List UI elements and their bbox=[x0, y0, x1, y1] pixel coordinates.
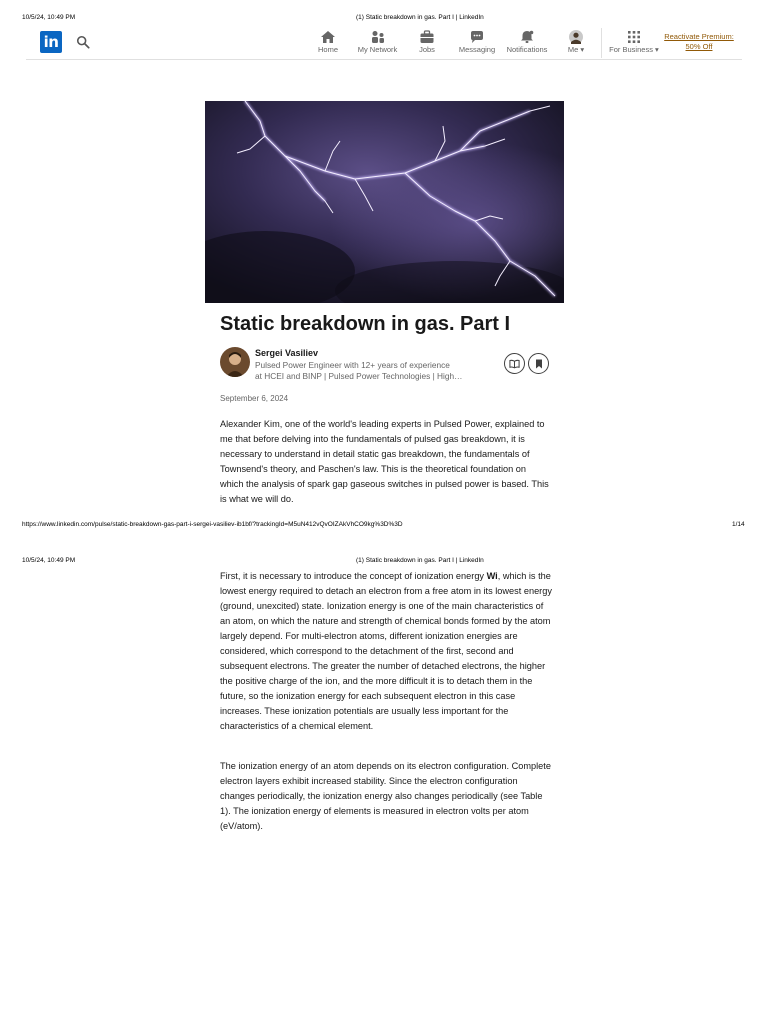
nav-for-business[interactable] bbox=[609, 30, 659, 54]
nav-for-business-text: For Business bbox=[609, 45, 653, 54]
article-title: Static breakdown in gas. Part I bbox=[220, 313, 511, 335]
paragraph-2-text-b: , which is the lowest energy required to detach an electron from a free atom in its lowest energy (ground, unexcited) state. Ionization energy is one of the main characteristics of an atom, on which the nature and strength of chemical bonds formed by the atom largely depend. For multi-electron atoms, different ionization energies are considered, which correspond to the detachment of the first, second and subsequent electrons. The greater the number of detached electrons, the higher the positive charge of the ion, and the more difficult it is to detach them in the future, so the ionization energy for each subsequent electron in this case increases. These ionization potentials are usually less important for the characteristics of a chemical element. bbox=[220, 571, 552, 731]
nav-messaging[interactable] bbox=[457, 30, 497, 54]
print-doc-title-page-2: (1) Static breakdown in gas. Part I | LinkedIn bbox=[356, 557, 484, 564]
premium-line-2: 50% Off bbox=[685, 42, 713, 51]
search-icon[interactable] bbox=[76, 35, 90, 49]
nav-my-network[interactable] bbox=[355, 30, 400, 54]
article-paragraph-1: Alexander Kim, one of the world's leading experts in Pulsed Power, explained to me that before delving into the fundamentals of pulsed gas breakdown, it is necessary to understand in detail static gas breakdown, the fundamentals of Townsend's theory, and Paschen's law. This is the theoretical foundation on which the analysis of spark gap gaseous switches in pulsed power is based. This is what we will do. bbox=[220, 419, 549, 504]
print-datetime: 10/5/24, 10:49 PM bbox=[22, 14, 76, 21]
author-headline-line-2: at HCEI and BINP | Pulsed Power Technologies | High… bbox=[255, 371, 463, 381]
jobs-icon bbox=[419, 30, 435, 44]
print-doc-title: (1) Static breakdown in gas. Part I | LinkedIn bbox=[356, 14, 484, 21]
home-icon bbox=[320, 30, 336, 44]
chevron-down-icon: ▾ bbox=[580, 45, 585, 54]
nav-home[interactable] bbox=[313, 30, 343, 54]
avatar bbox=[568, 30, 584, 44]
global-nav bbox=[26, 26, 742, 60]
author-headline-line-1: Pulsed Power Engineer with 12+ years of experience bbox=[255, 360, 450, 370]
bookmark-icon bbox=[535, 359, 543, 369]
nav-me-label bbox=[562, 45, 590, 54]
grid-icon bbox=[627, 30, 641, 44]
print-page-number: 1/14 bbox=[732, 521, 745, 528]
messaging-icon bbox=[469, 30, 485, 44]
print-datetime-page-2: 10/5/24, 10:49 PM bbox=[22, 557, 76, 564]
author-name[interactable]: Sergei Vasiliev bbox=[255, 348, 319, 358]
nav-home-label: Home bbox=[317, 45, 338, 54]
author-headline bbox=[255, 360, 470, 382]
nav-jobs[interactable] bbox=[412, 30, 442, 54]
nav-notifications[interactable] bbox=[504, 30, 550, 54]
print-url: https://www.linkedin.com/pulse/static-breakdown-gas-part-i-sergei-vasiliev-ib1bf/?trackingId=M5uN412vQvOIZAkVhCO9kg%3D%3D bbox=[22, 521, 403, 528]
nav-me-text: Me bbox=[567, 45, 579, 54]
publish-date: September 6, 2024 bbox=[220, 394, 289, 403]
nav-jobs-label: Jobs bbox=[419, 45, 435, 54]
article-paragraph-3: The ionization energy of an atom depends on its electron configuration. Complete electron layers exhibit increased stability. Since the electron configuration changes periodically, the ionization energy also changes periodically (see Table 1). The ionization energy of elements is measured in electron volts per atom (eV/atom). bbox=[220, 761, 551, 831]
nav-me[interactable] bbox=[562, 30, 590, 54]
book-icon bbox=[509, 359, 520, 369]
author-avatar[interactable] bbox=[220, 347, 250, 377]
nav-for-business-label bbox=[609, 45, 659, 54]
nav-divider bbox=[601, 28, 602, 58]
my-network-icon bbox=[370, 30, 386, 44]
article-cover-image bbox=[205, 101, 564, 303]
chevron-down-icon: ▾ bbox=[655, 45, 659, 54]
save-article-button[interactable] bbox=[528, 353, 549, 374]
notifications-icon bbox=[519, 30, 535, 44]
nav-messaging-label: Messaging bbox=[458, 45, 496, 54]
nav-my-network-label: My Network bbox=[357, 45, 398, 54]
premium-line-1: Reactivate Premium: bbox=[664, 32, 734, 41]
nav-notifications-label: Notifications bbox=[506, 45, 548, 54]
linkedin-logo[interactable]: in bbox=[40, 31, 62, 53]
paragraph-2-text-a: First, it is necessary to introduce the concept of ionization energy bbox=[220, 571, 487, 581]
read-mode-button[interactable] bbox=[504, 353, 525, 374]
ionization-energy-symbol: Wi bbox=[486, 571, 498, 581]
reactivate-premium-link[interactable] bbox=[662, 32, 736, 52]
article-paragraph-2 bbox=[220, 569, 552, 734]
